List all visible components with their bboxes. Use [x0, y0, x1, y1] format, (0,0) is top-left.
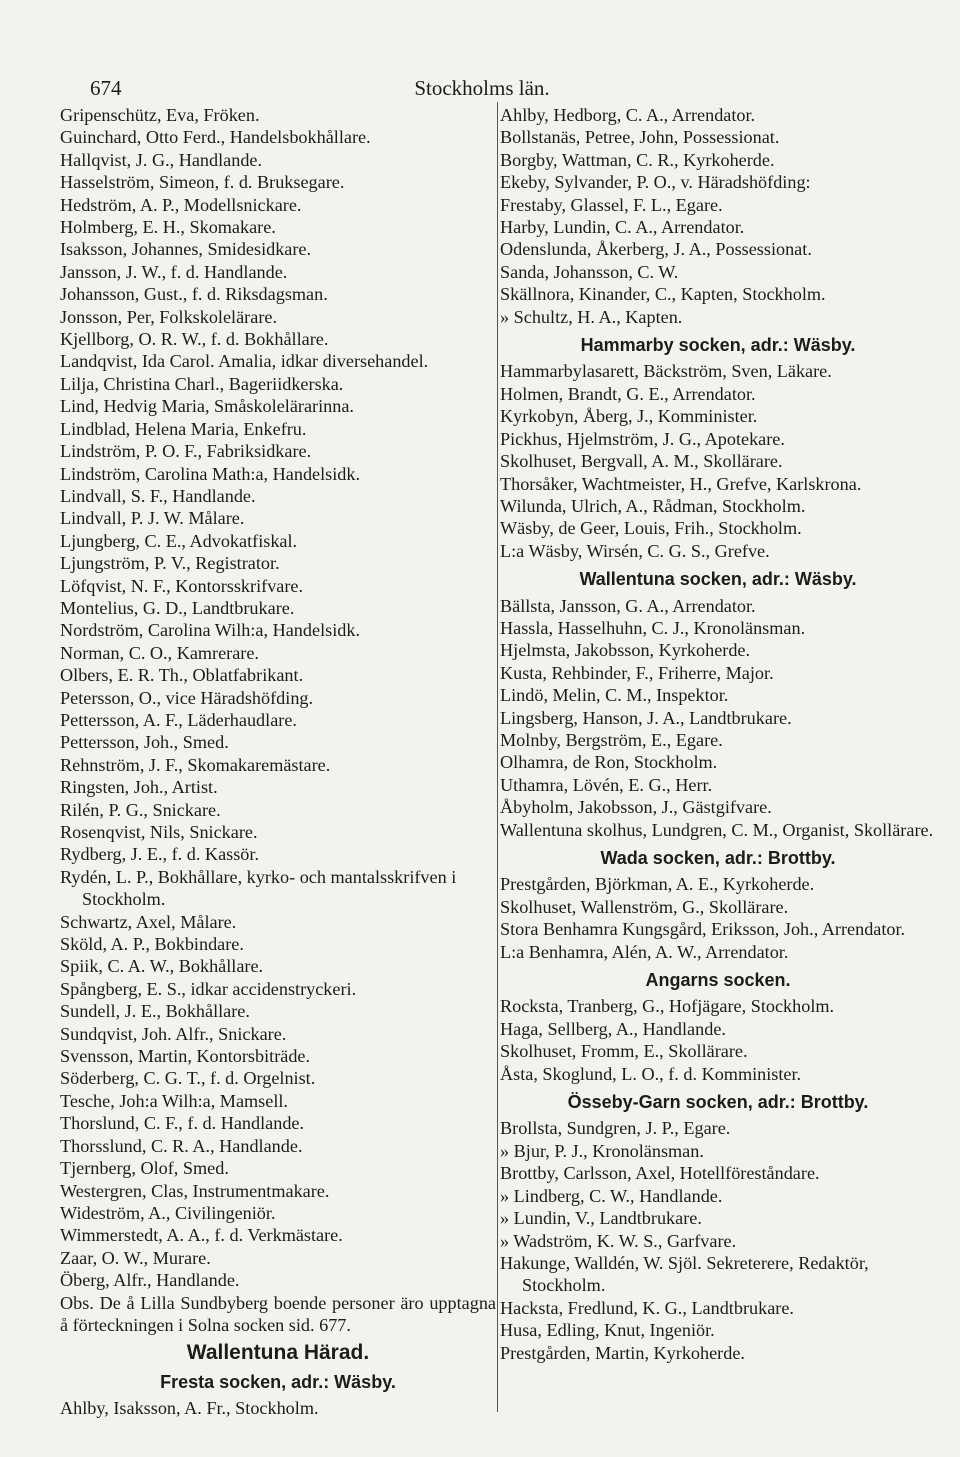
- directory-entry: Landqvist, Ida Carol. Amalia, idkar diversehandel.: [60, 351, 429, 372]
- page-number: 674: [90, 76, 122, 100]
- directory-entry: Westergren, Clas, Instrumentmakare.: [60, 1180, 330, 1201]
- directory-entry: Bollstanäs, Petree, John, Possessionat.: [500, 127, 780, 148]
- directory-entry: Lindö, Melin, C. M., Inspektor.: [500, 685, 729, 706]
- directory-entry: Söderberg, C. G. T., f. d. Orgelnist.: [60, 1068, 316, 1089]
- directory-entry: Jansson, J. W., f. d. Handlande.: [60, 261, 288, 282]
- directory-entry: Uthamra, Lövén, E. G., Herr.: [500, 774, 713, 795]
- directory-entry: Sköld, A. P., Bokbindare.: [60, 934, 244, 955]
- directory-entry: Gripenschütz, Eva, Fröken.: [60, 105, 260, 125]
- directory-entry: Lind, Hedvig Maria, Småskolelärarinna.: [60, 396, 354, 417]
- directory-entry: Harby, Lundin, C. A., Arrendator.: [500, 217, 745, 238]
- directory-entry: Kusta, Rehbinder, F., Friherre, Major.: [500, 662, 774, 683]
- section-angarn: Angarns socken.: [645, 970, 791, 991]
- left-column: [60, 104, 496, 1434]
- directory-entry: Hedström, A. P., Modellsnickare.: [60, 194, 302, 215]
- directory-entry: Åsta, Skoglund, L. O., f. d. Komminister.: [500, 1063, 802, 1084]
- directory-entry: Wallentuna skolhus, Lundgren, C. M., Organist, Skollärare.: [500, 819, 934, 840]
- directory-entry: Isaksson, Johannes, Smidesidkare.: [60, 239, 312, 260]
- column-divider: [497, 102, 498, 1412]
- angarn-entries: [500, 995, 936, 1085]
- directory-entry: Rocksta, Tranberg, G., Hofjägare, Stockholm.: [500, 996, 835, 1017]
- directory-entry: Lilja, Christina Charl., Bageriidkerska.: [60, 373, 344, 394]
- directory-entry: Odenslunda, Åkerberg, J. A., Possessionat.: [500, 239, 812, 260]
- directory-entry: Holmen, Brandt, G. E., Arrendator.: [500, 383, 756, 404]
- directory-entry: Pettersson, Joh., Smed.: [60, 732, 229, 753]
- directory-entry: Spiik, C. A. W., Bokhållare.: [60, 956, 264, 977]
- directory-entry: Hjelmsta, Jakobsson, Kyrkoherde.: [500, 640, 751, 661]
- directory-entry: Olhamra, de Ron, Stockholm.: [500, 752, 718, 773]
- directory-entry: Prestgården, Martin, Kyrkoherde.: [500, 1342, 745, 1363]
- directory-entry: Sundqvist, Joh. Alfr., Snickare.: [60, 1023, 287, 1044]
- directory-entry: Spångberg, E. S., idkar accidenstryckeri.: [60, 978, 357, 999]
- directory-entry: Wimmerstedt, A. A., f. d. Verkmästare.: [60, 1225, 343, 1246]
- directory-entry: Rydén, L. P., Bokhållare, kyrko- och mantalsskrifven i Stockholm.: [60, 866, 457, 910]
- section-osseby: Össeby-Garn socken, adr.: Brottby.: [567, 1092, 869, 1113]
- directory-entry: Petersson, O., vice Häradshöfding.: [60, 687, 314, 708]
- section-fresta: Fresta socken, adr.: Wäsby.: [160, 1371, 396, 1392]
- directory-entry: Hasselström, Simeon, f. d. Bruksegare.: [60, 172, 345, 193]
- directory-entry: Frestaby, Glassel, F. L., Egare.: [500, 194, 723, 215]
- directory-entry: Pickhus, Hjelmström, J. G., Apotekare.: [500, 428, 785, 449]
- directory-entry: Wideström, A., Civilingeniör.: [60, 1202, 276, 1223]
- wallentuna-entries: [500, 595, 936, 841]
- directory-entry: Prestgården, Björkman, A. E., Kyrkoherde.: [500, 874, 815, 895]
- directory-entry: Jonsson, Per, Folkskolelärare.: [60, 306, 277, 327]
- note-obs: Obs. De å Lilla Sundbyberg boende personer äro upptagna å förteckningen i Solna socken sid. 677.: [60, 1292, 496, 1335]
- directory-entry: Johansson, Gust., f. d. Riksdagsman.: [60, 284, 328, 305]
- section-wada: Wada socken, adr.: Brottby.: [600, 848, 836, 868]
- directory-entry: Zaar, O. W., Murare.: [60, 1247, 211, 1268]
- directory-entry: Hassla, Hasselhuhn, C. J., Kronolänsman.: [500, 617, 806, 638]
- directory-entry: Kyrkobyn, Åberg, J., Komminister.: [500, 406, 758, 427]
- directory-entry: Tesche, Joh:a Wilh:a, Mamsell.: [60, 1090, 288, 1111]
- directory-entry: Rosenqvist, Nils, Snickare.: [60, 822, 258, 842]
- section-hammarby: Hammarby socken, adr.: Wäsby.: [580, 335, 856, 356]
- directory-entry: Thorslund, C. F., f. d. Handlande.: [60, 1113, 305, 1134]
- directory-entry: Wäsby, de Geer, Louis, Frih., Stockholm.: [500, 518, 802, 539]
- right-column: [500, 104, 936, 1434]
- hammarby-entries: [500, 360, 936, 562]
- directory-entry: Hammarbylasarett, Bäckström, Sven, Läkare.: [500, 361, 832, 382]
- directory-entry: Lingsberg, Hanson, J. A., Landtbrukare.: [500, 707, 792, 728]
- directory-entry: Sundell, J. E., Bokhållare.: [60, 1001, 250, 1022]
- directory-entry: Pettersson, A. F., Läderhaudlare.: [60, 709, 297, 730]
- directory-entry: Montelius, G. D., Landtbrukare.: [60, 597, 295, 618]
- directory-entry: Ljungström, P. V., Registrator.: [60, 553, 280, 574]
- directory-entry: Tjernberg, Olof, Smed.: [60, 1158, 229, 1179]
- directory-entry: » Lindberg, C. W., Handlande.: [500, 1185, 723, 1206]
- directory-entry: Ahlby, Hedborg, C. A., Arrendator.: [500, 105, 756, 125]
- directory-entry: Rydberg, J. E., f. d. Kassör.: [60, 844, 259, 865]
- directory-entry: Norman, C. O., Kamrerare.: [60, 642, 259, 663]
- directory-entry: » Wadström, K. W. S., Garfvare.: [500, 1230, 737, 1251]
- directory-entry: Holmberg, E. H., Skomakare.: [60, 217, 276, 238]
- directory-entry: Lindström, Carolina Math:a, Handelsidk.: [60, 463, 361, 484]
- directory-entry: Haga, Sellberg, A., Handlande.: [500, 1018, 726, 1039]
- directory-entry: Wilunda, Ulrich, A., Rådman, Stockholm.: [500, 495, 806, 516]
- directory-entry: Ljungberg, C. E., Advokatfiskal.: [60, 530, 298, 551]
- region-title: Wallentuna Härad.: [186, 1341, 370, 1365]
- directory-entry: Stora Benhamra Kungsgård, Eriksson, Joh., Arrendator.: [500, 919, 906, 940]
- osseby-entries: [500, 1117, 936, 1363]
- directory-entry: Molnby, Bergström, E., Egare.: [500, 729, 723, 750]
- directory-entry: Thorsslund, C. R. A., Handlande.: [60, 1135, 303, 1156]
- directory-entry: Husa, Edling, Knut, Ingeniör.: [500, 1320, 715, 1341]
- directory-entry: Nordström, Carolina Wilh:a, Handelsidk.: [60, 620, 360, 641]
- directory-entry: Sanda, Johansson, C. W.: [500, 261, 679, 282]
- directory-entry: Lindström, P. O. F., Fabriksidkare.: [60, 441, 312, 462]
- directory-entry: Schwartz, Axel, Målare.: [60, 911, 237, 932]
- directory-entry: L:a Wäsby, Wirsén, C. G. S., Grefve.: [500, 540, 770, 561]
- directory-entry: » Schultz, H. A., Kapten.: [500, 306, 683, 327]
- directory-entry: Lindvall, P. J. W. Målare.: [60, 508, 245, 529]
- directory-entry: Skällnora, Kinander, C., Kapten, Stockholm.: [500, 284, 826, 305]
- directory-entry: Rehnström, J. F., Skomakaremästare.: [60, 754, 331, 775]
- left-entries: [60, 104, 496, 1292]
- directory-entry: Ekeby, Sylvander, P. O., v. Häradshöfding:: [500, 172, 811, 193]
- fresta-entries-right: [500, 104, 936, 328]
- directory-entry: Guinchard, Otto Ferd., Handelsbokhållare.: [60, 127, 371, 148]
- directory-entry: Skolhuset, Wallenström, G., Skollärare.: [500, 896, 789, 917]
- directory-entry: L:a Benhamra, Alén, A. W., Arrendator.: [500, 941, 789, 962]
- directory-entry: » Lundin, V., Landtbrukare.: [500, 1208, 702, 1229]
- section-wallentuna: Wallentuna socken, adr.: Wäsby.: [579, 569, 857, 590]
- directory-entry: Brottby, Carlsson, Axel, Hotellföreståndare.: [500, 1163, 820, 1184]
- directory-entry: Ahlby, Isaksson, A. Fr., Stockholm.: [60, 1398, 319, 1419]
- page-header: [62, 76, 902, 102]
- wada-entries: [500, 873, 936, 963]
- directory-entry: Svensson, Martin, Kontorsbiträde.: [60, 1046, 311, 1067]
- directory-entry: Thorsåker, Wachtmeister, H., Grefve, Karlskrona.: [500, 473, 862, 494]
- directory-entry: Lindblad, Helena Maria, Enkefru.: [60, 418, 307, 439]
- directory-entry: Löfqvist, N. F., Kontorsskrifvare.: [60, 575, 304, 596]
- directory-entry: Lindvall, S. F., Handlande.: [60, 485, 256, 506]
- directory-entry: Åbyholm, Jakobsson, J., Gästgifvare.: [500, 797, 772, 818]
- directory-entry: Hakunge, Walldén, W. Sjöl. Sekreterere, Redaktör, Stockholm.: [500, 1252, 869, 1296]
- directory-entry: Skolhuset, Fromm, E., Skollärare.: [500, 1041, 748, 1062]
- directory-entry: Ringsten, Joh., Artist.: [60, 777, 218, 798]
- directory-entry: Öberg, Alfr., Handlande.: [60, 1270, 240, 1291]
- directory-entry: Olbers, E. R. Th., Oblatfabrikant.: [60, 665, 304, 686]
- directory-entry: Skolhuset, Bergvall, A. M., Skollärare.: [500, 451, 783, 472]
- directory-entry: Brollsta, Sundgren, J. P., Egare.: [500, 1118, 731, 1139]
- directory-entry: Borgby, Wattman, C. R., Kyrkoherde.: [500, 149, 775, 170]
- directory-entry: Rilén, P. G., Snickare.: [60, 799, 221, 820]
- running-title: Stockholms län.: [414, 76, 550, 100]
- directory-entry: Kjellborg, O. R. W., f. d. Bokhållare.: [60, 329, 329, 350]
- directory-entry: Bällsta, Jansson, G. A., Arrendator.: [500, 595, 756, 616]
- fresta-entries-left: [60, 1397, 496, 1419]
- directory-entry: Hallqvist, J. G., Handlande.: [60, 149, 263, 170]
- directory-entry: Hacksta, Fredlund, K. G., Landtbrukare.: [500, 1297, 794, 1318]
- directory-entry: » Bjur, P. J., Kronolänsman.: [500, 1140, 704, 1161]
